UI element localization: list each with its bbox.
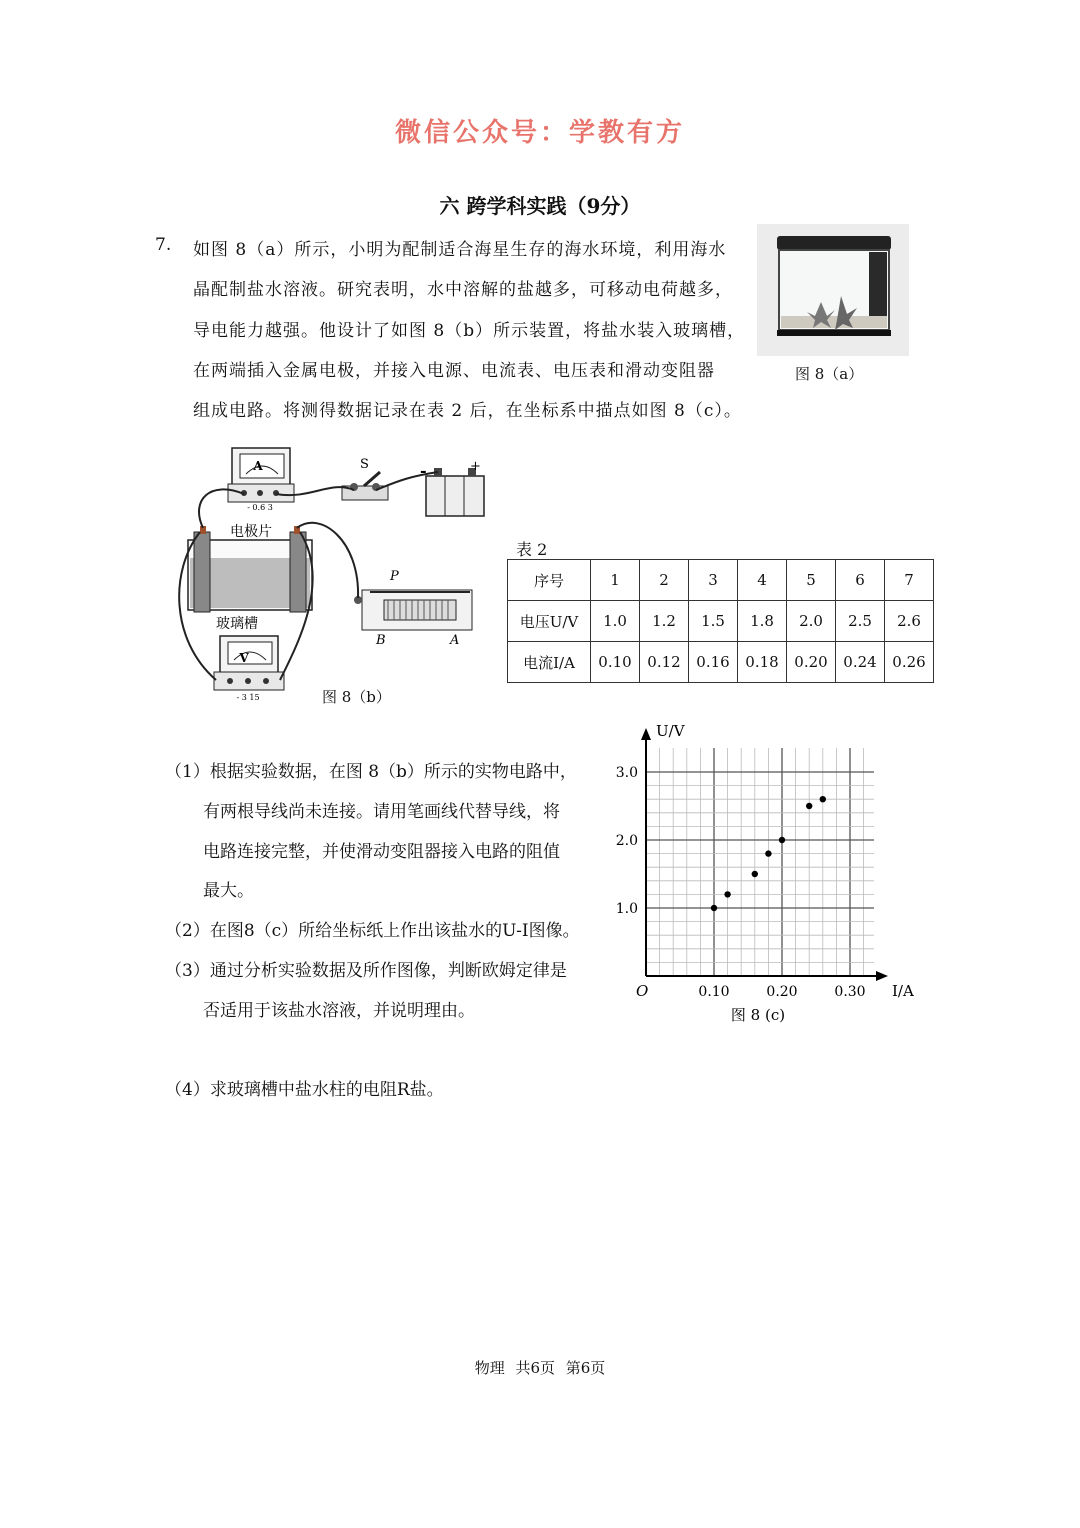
table-cell: 1.5 bbox=[689, 601, 738, 642]
x-tick-label: 0.30 bbox=[834, 984, 866, 1000]
table-cell: 1.2 bbox=[640, 601, 689, 642]
data-point bbox=[711, 905, 717, 911]
y-tick-label: 1.0 bbox=[615, 901, 638, 917]
rheostat-b: B bbox=[376, 633, 386, 648]
table-row-label: 电流I/A bbox=[508, 642, 591, 683]
rheostat-icon bbox=[354, 590, 472, 630]
data-point bbox=[724, 891, 730, 897]
fig-8a-caption: 图 8（a） bbox=[795, 365, 864, 383]
table-cell: 2.5 bbox=[836, 601, 885, 642]
subquestion-1-line: 电路连接完整，并使滑动变阻器接入电路的阻值 bbox=[203, 842, 560, 862]
x-axis-label: I/A bbox=[892, 982, 914, 1000]
tank-label: 玻璃槽 bbox=[216, 616, 258, 632]
battery-minus: - bbox=[420, 461, 427, 480]
x-axis-arrow bbox=[876, 971, 888, 981]
question-text-line: 组成电路。将测得数据记录在表 2 后，在坐标系中描点如图 8（c）。 bbox=[193, 401, 742, 421]
y-axis-label: U/V bbox=[656, 722, 685, 740]
subquestion-1-line: 最大。 bbox=[203, 881, 254, 901]
data-point bbox=[820, 796, 826, 802]
table-row bbox=[508, 601, 934, 642]
watermark: 微信公众号：学教有方 bbox=[394, 118, 685, 148]
electrode-label: 电极片 bbox=[230, 524, 272, 540]
subquestion-3-line: 否适用于该盐水溶液，并说明理由。 bbox=[203, 1001, 475, 1021]
subquestion-3: （3）通过分析实验数据及所作图像，判断欧姆定律是 bbox=[165, 961, 567, 981]
table-row bbox=[508, 560, 934, 601]
table-cell: 0.16 bbox=[689, 642, 738, 683]
data-table bbox=[507, 559, 934, 683]
table-cell: 3 bbox=[689, 560, 738, 601]
subquestion-1: （1）根据实验数据，在图 8（b）所示的实物电路中， bbox=[165, 762, 577, 782]
table-cell: 7 bbox=[885, 560, 934, 601]
section-title: 六 跨学科实践（9分） bbox=[439, 194, 641, 218]
x-tick-label: 0.20 bbox=[766, 984, 798, 1000]
y-tick-label: 2.0 bbox=[615, 833, 638, 849]
data-point bbox=[806, 803, 812, 809]
rheostat-a: A bbox=[450, 633, 460, 648]
chart-grid bbox=[646, 748, 874, 976]
ui-chart bbox=[610, 720, 930, 1030]
subquestion-1-line: 有两根导线尚未连接。请用笔画线代替导线，将 bbox=[203, 802, 560, 822]
table-cell: 0.26 bbox=[885, 642, 934, 683]
y-axis-arrow bbox=[641, 728, 651, 740]
ammeter-symbol: A bbox=[253, 459, 263, 473]
data-point bbox=[752, 871, 758, 877]
table-cell: 2 bbox=[640, 560, 689, 601]
table-row-label: 序号 bbox=[508, 560, 591, 601]
table-cell: 1 bbox=[591, 560, 640, 601]
table-cell: 1.0 bbox=[591, 601, 640, 642]
voltmeter-symbol: V bbox=[239, 651, 249, 665]
subquestion-4: （4）求玻璃槽中盐水柱的电阻R盐。 bbox=[165, 1080, 444, 1100]
origin-label: O bbox=[636, 982, 649, 1000]
x-tick-label: 0.10 bbox=[698, 984, 730, 1000]
table-row bbox=[508, 642, 934, 683]
page-footer: 物理 共6页 第6页 bbox=[474, 1359, 606, 1377]
table-2-title: 表 2 bbox=[516, 540, 548, 559]
voltmeter-icon bbox=[214, 636, 284, 690]
table-cell: 0.18 bbox=[738, 642, 787, 683]
question-text-line: 导电能力越强。他设计了如图 8（b）所示装置，将盐水装入玻璃槽， bbox=[193, 321, 746, 341]
table-cell: 5 bbox=[787, 560, 836, 601]
circuit-figure bbox=[150, 440, 500, 710]
table-cell: 6 bbox=[836, 560, 885, 601]
battery-icon bbox=[426, 468, 484, 516]
question-text-line: 如图 8（a）所示，小明为配制适合海星生存的海水环境，利用海水 bbox=[193, 240, 727, 260]
table-cell: 0.20 bbox=[787, 642, 836, 683]
ammeter-terminals: - 0.6 3 bbox=[247, 503, 273, 512]
data-point bbox=[779, 837, 785, 843]
fig-8b-caption: 图 8（b） bbox=[322, 688, 391, 706]
battery-plus: + bbox=[470, 459, 481, 474]
table-cell: 0.10 bbox=[591, 642, 640, 683]
data-point bbox=[765, 850, 771, 856]
subquestion-2: （2）在图8（c）所给坐标纸上作出该盐水的U-I图像。 bbox=[165, 921, 580, 941]
rheostat-p: P bbox=[390, 569, 399, 584]
table-row-label: 电压U/V bbox=[508, 601, 591, 642]
aquarium-photo bbox=[757, 224, 909, 356]
table-cell: 0.24 bbox=[836, 642, 885, 683]
table-cell: 1.8 bbox=[738, 601, 787, 642]
table-cell: 4 bbox=[738, 560, 787, 601]
y-tick-label: 3.0 bbox=[615, 765, 638, 781]
ammeter-icon bbox=[228, 448, 294, 502]
voltmeter-terminals: - 3 15 bbox=[236, 693, 260, 702]
switch-label: S bbox=[360, 457, 369, 472]
switch-icon bbox=[342, 472, 388, 500]
fig-8c-caption: 图 8 (c) bbox=[730, 1006, 786, 1024]
question-text-line: 晶配制盐水溶液。研究表明，水中溶解的盐越多，可移动电荷越多， bbox=[193, 280, 733, 300]
table-cell: 0.12 bbox=[640, 642, 689, 683]
question-text-line: 在两端插入金属电极，并接入电源、电流表、电压表和滑动变阻器 bbox=[193, 361, 715, 381]
question-number: 7. bbox=[155, 235, 172, 255]
table-cell: 2.0 bbox=[787, 601, 836, 642]
table-cell: 2.6 bbox=[885, 601, 934, 642]
